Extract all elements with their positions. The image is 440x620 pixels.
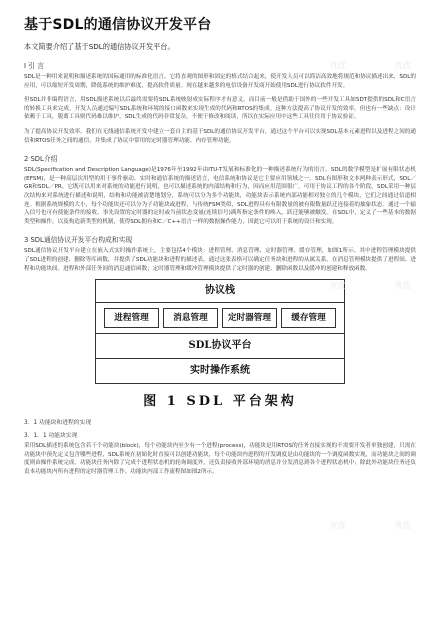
paragraph: 为了提高协议开发效率，我们在无线通信系统开发中建立一套自主的基于SDL的通信协议开发平台，通过这个平台可以实现SDL基本元素进程以及进程之间的通信和RTOS任务之间的通信，并集成了协议中常用的定时器管理功能、内存管理功能。 <box>24 128 416 144</box>
subsection-heading: 3．1 功能块和进程的实现 <box>24 420 92 427</box>
paragraph: SDL(Specification and Description Language)是1976年至1992年由ITU-T发展和标准化的一种描述系统行为的语言，SDL的数学模型是扩展有限状态机(EFSM)，是一种高层次用型的用于事件驱动、实时和通信系统的描述语言，电信系统和协议是它主要应用领域之一。SDL有图形和文本两种表示形式，SDL／GR和SDL／PR。它既可以用来对系统的功能进行说明，也可以描述系统的内部结构和行为，因而应用范围很广，可用于协议工程的各个阶段。SDL采用一种层次结构来对系统进行描述和说明，结构和功能被清楚地划分，系统可以分为多个功能块，功能块表示系统内部功能相对独立的几个模块，它们之间通过信道相连。根据系统规模的大小，每个功能块还可以分为子功能块或进程，与传统FSM类似，SDL进程具有有限数量的被有限数量跃迁连接着的抽象状态。通过一个输入信号也可有使能条件的接收、事先设置的定时器的定时或当前状态变量(连续信号)满所指定条件的唤入，跃迁能够被触发。在SDL中，定义了一些基本的数据类型和操作，以及构造新类型的机制，使得SDL拥有和C／C++语言一样的数据操作能力，因此它可以用于系统的设计和实现。 <box>24 167 416 225</box>
section-heading-intro: I 引 言 <box>24 62 44 70</box>
watermark: 优优 <box>395 521 411 530</box>
architecture-figure <box>70 279 370 409</box>
figure-caption: 图 1 SDL 平台架构 <box>143 394 297 410</box>
watermark: 优优 <box>395 61 411 70</box>
watermark: 优优 <box>330 521 346 530</box>
timer-mgmt-module: 定时器管理 <box>222 308 277 328</box>
module-layer <box>96 303 344 334</box>
page-title: 基于SDL的通信协议开发平台 <box>24 17 212 33</box>
message-mgmt-module: 消息管理 <box>163 308 218 328</box>
paragraph: SDL是一种用来说明和描述系统的国际通用的标准化语言。它将直观的图形和固定的格式结合起来，使开发人员可以简洁高效地将规范和协议描述出来，SDL的应用，可以缩短开发周期，降低系统的维护难度，提高软件质量。现在越来越多的电信设备开发商开始使用SDL进行协议软件开发。 <box>24 74 416 89</box>
section-heading-platform: 3 SDL通信协议开发平台构成和实现 <box>24 236 133 245</box>
section-heading-sdl: 2 SDL介绍 <box>24 155 58 164</box>
watermark: 优优 <box>395 281 411 290</box>
architecture-diagram <box>95 279 345 384</box>
protocol-stack-layer: 协议栈 <box>96 280 344 303</box>
watermark: 优优 <box>330 61 346 70</box>
sdl-platform-layer: SDL协议平台 <box>96 334 344 359</box>
subsubsection-heading: 3．1．1 功能块实现 <box>24 433 78 440</box>
paragraph: SDL通信协议开发平台建立在嵌入式实时操作系统上，主要包括4个模块：进程管理、消息管理、定时器管理、缓存管理，如图1所示。其中进程管理模块提供了SDL进程的创建、删除等库函数，并提供了SDL功能块和进程的描述表，通过这张表格可以确定任务块和进程的从属关系。在消息管理模块提供了进程间、进程和功能块间、进程和外部任务间的消息通信函数；定时器管理和缓冲管理模块提供了定时器的创建、删除函数以及缓冲的创建和释放函数。 <box>24 248 416 272</box>
intro-text: 本文简要介绍了基于SDL的通信协议开发平台。 <box>24 42 175 51</box>
paragraph: 但SDL并非编程语言，用SDL描述系统以后最终需要将SDL系统映射成实际程序才有意义，而目前一般是借助于国外的一些开发工具如SDT提供的SDL和C语言的转换工具来完成，开发人员通过编写SDL系统和环境的接口函数来实现生成的代码和RTOS的集成。这种方法提高了协议开发的效率，但也有一些缺点：设计依赖于工具，脱离工具则代码难以维护，SDL生成的代码非常复杂，不便于修改和阅读，所以在实际应用中这些工具往往用于协议验证。 <box>24 97 416 121</box>
rtos-layer: 实时操作系统 <box>190 365 250 377</box>
paragraph: 采用SDL描述的系统包含若干个功能块(block)，每个功能块内至少有一个进程(process)，功能块是用RTOS的任务直接实现的不需要开发者单独创建，只需在功能块中预先定义包含哪些进程，SDL系统在初始化时直接可以创建功能块，每个功能块内进程的开发调度是由功能块的一个调度函数实现，而功能块之间的调度则由操作系统完成。功能块任务内除了完成个进程状态机的轮询调度外，还负责接收外部环境的消息并分发消息到各个进程状态机中；除此外功能块任务还负责本功能块内所有进程的定时器管理工作。功能块内部工作流程图如图2所示。 <box>24 443 416 475</box>
process-mgmt-module: 进程管理 <box>104 308 159 328</box>
buffer-mgmt-module: 缓存管理 <box>281 308 336 328</box>
watermark: 优优 <box>330 281 346 290</box>
